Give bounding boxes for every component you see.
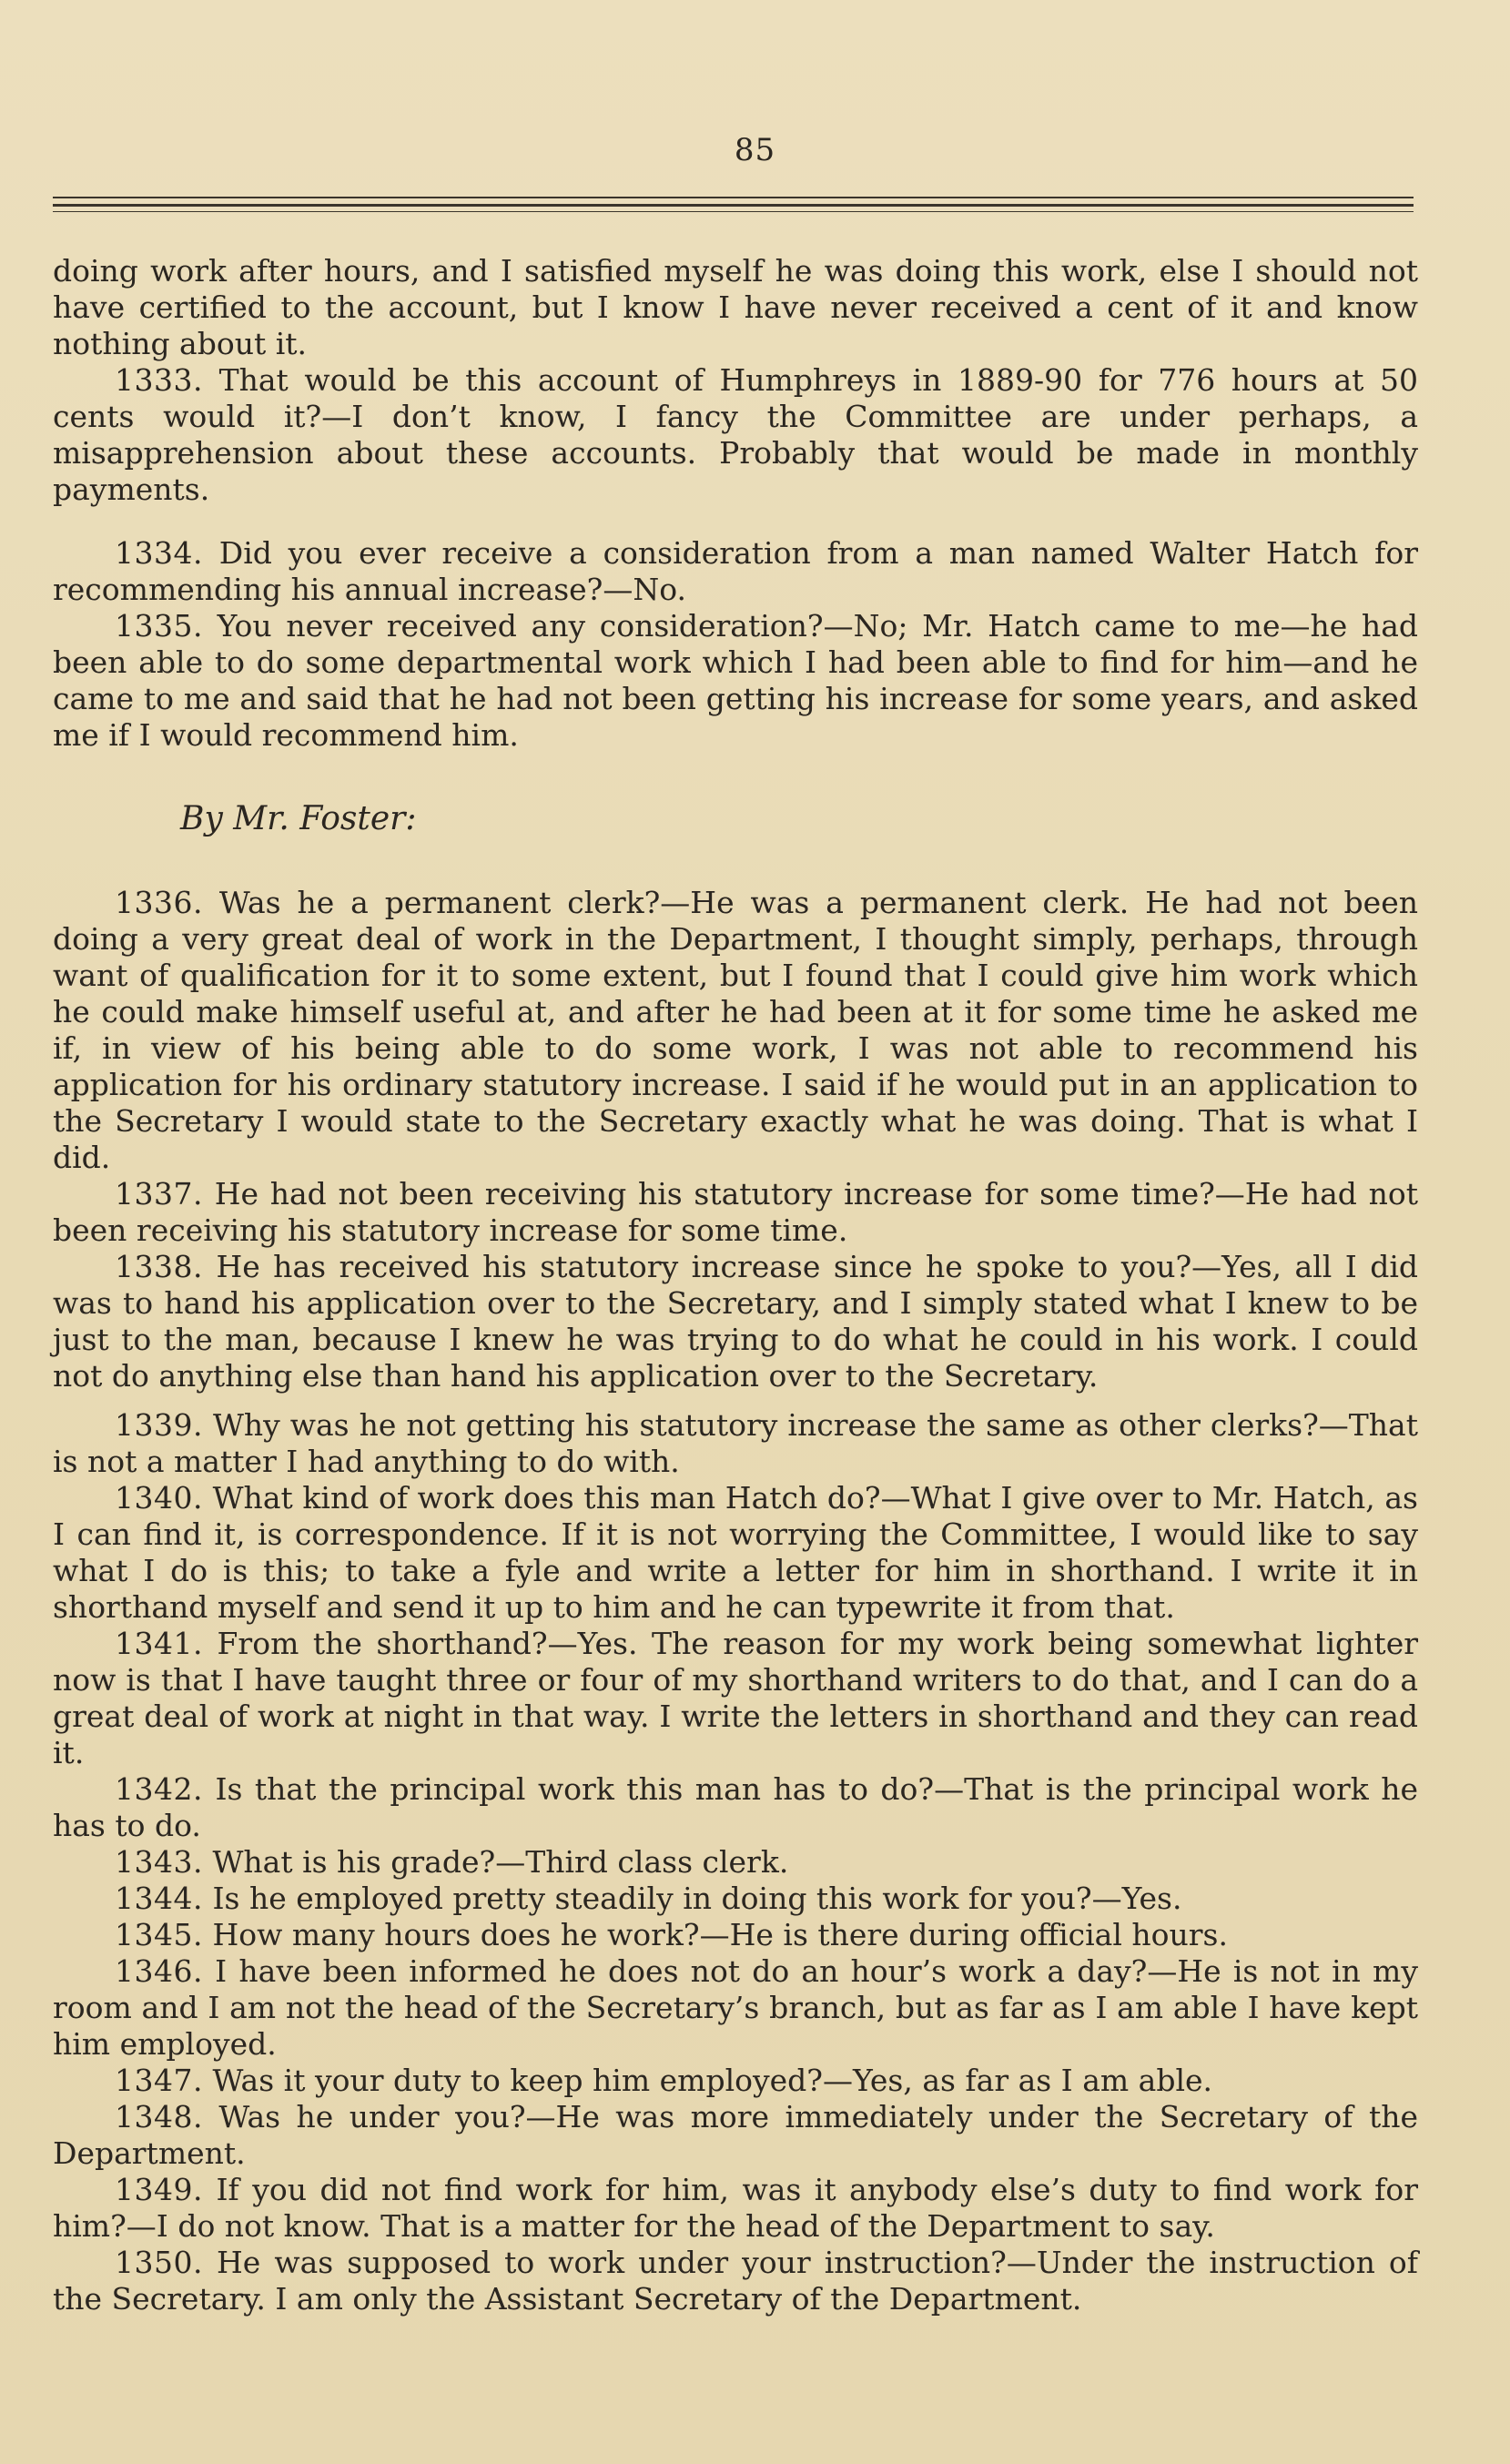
question-number: 1344. [115,1881,203,1916]
question-number: 1333. [115,362,203,398]
question-number: 1334. [115,535,203,571]
question-1336 [53,885,1418,1176]
paragraph-text: What is his grade?—Third class clerk. [212,1844,789,1880]
paragraph-text: He has received his statutory increase since he spoke to you?—Yes, all I did was to hand his application over to the Secretary, and I simply stated what I knew to be just to the man, because I knew he was trying to do what he could in his work. I could not do anything else than hand his application over to the Secretary. [53,1249,1418,1394]
question-1350 [53,2245,1418,2317]
question-number: 1348. [115,2099,203,2134]
section-heading: By Mr. Foster: [180,800,417,837]
paragraph-text: Was he a permanent clerk?—He was a permanent clerk. He had not been doing a very great deal of work in the Department, I thought simply, perhaps, through want of qualification for it to some extent, but I found that I could give him work which he could make himself useful at, and after he had been at it for some time he asked me if, in view of his being able to do some work, I was not able to recommend his application for his ordinary statutory increase. I said if he would put in an application to the Secretary I would state to the Secretary exactly what he was doing. That is what I did. [53,885,1418,1175]
paragraph-text: Is that the principal work this man has to do?—That is the principal work he has to do. [53,1771,1418,1843]
question-number: 1336. [115,885,203,920]
question-1342 [53,1771,1418,1844]
question-number: 1335. [115,608,203,644]
paragraph-text: He had not been receiving his statutory increase for some time?—He had not been receiving his statutory increase for some time. [53,1176,1418,1248]
paragraph-text: From the shorthand?—Yes. The reason for my work being somewhat lighter now is that I have taught three or four of my shorthand writers to do that, and I can do a great deal of work at night in that way. I write the letters in shorthand and they can read it. [53,1626,1418,1770]
question-1341 [53,1626,1418,1771]
paragraph-text: What kind of work does this man Hatch do?—What I give over to Mr. Hatch, as I can find it, is correspondence. If it is not worrying the Committee, I would like to say what I do is this; to take a fyle and write a letter for him in shorthand. I write it in shorthand myself and send it up to him and he can typewrite it from that. [53,1480,1418,1625]
question-number: 1338. [115,1249,203,1284]
question-1348 [53,2099,1418,2172]
question-1333 [53,362,1418,508]
paragraph-text: If you did not find work for him, was it anybody else’s duty to find work for him?—I do not know. That is a matter for the head of the Department to say. [53,2172,1418,2244]
question-1344 [53,1881,1418,1917]
header-rule-thin [53,197,1414,198]
question-1345 [53,1917,1418,1953]
question-number: 1337. [115,1176,203,1212]
question-number: 1346. [115,1953,203,1989]
question-number: 1345. [115,1917,203,1952]
question-1347 [53,2063,1418,2099]
header-rule-hairline [53,211,1414,212]
paragraph-text: Did you ever receive a consideration from a man named Walter Hatch for recommending his annual increase?—No. [53,535,1418,607]
paragraph-text: That would be this account of Humphreys in 1889-90 for 776 hours at 50 cents would it?—I don’t know, I fancy the Committee are under perhaps, a misapprehension about these accounts. Probably that would be made in monthly payments. [53,362,1418,507]
question-number: 1349. [115,2172,203,2207]
question-1335 [53,608,1418,754]
document-body [53,253,1418,2317]
paragraph-text: Why was he not getting his statutory increase the same as other clerks?—That is not a matter I had anything to do with. [53,1407,1418,1479]
question-1349 [53,2172,1418,2245]
question-number: 1350. [115,2245,203,2280]
paragraph-text: doing work after hours, and I satisfied myself he was doing this work, else I should not have certified to the account, but I know I have never received a cent of it and know nothing about it. [53,253,1418,361]
paragraph-text: Was he under you?—He was more immediately under the Secretary of the Department. [53,2099,1418,2171]
question-1338 [53,1249,1418,1394]
question-1334 [53,535,1418,608]
question-1340 [53,1480,1418,1626]
question-number: 1347. [115,2063,203,2098]
header-rule-thick [53,204,1414,207]
question-number: 1339. [115,1407,203,1443]
paragraph-text: Is he employed pretty steadily in doing this work for you?—Yes. [212,1881,1182,1916]
paragraph-text: He was supposed to work under your instruction?—Under the instruction of the Secretary. I am only the Assistant Secretary of the Department. [53,2245,1418,2317]
paragraph-text: I have been informed he does not do an hour’s work a day?—He is not in my room and I am not the head of the Secretary’s branch, but as far as I am able I have kept him employed. [53,1953,1418,2062]
page-number: 85 [734,132,776,168]
question-number: 1340. [115,1480,203,1516]
question-1339 [53,1407,1418,1480]
question-number: 1342. [115,1771,203,1807]
question-1343 [53,1844,1418,1881]
paragraph-text: You never received any consideration?—No; Mr. Hatch came to me—he had been able to do some departmental work which I had been able to find for him—and he came to me and said that he had not been getting his increase for some years, and asked me if I would recommend him. [53,608,1418,753]
paragraph-text: How many hours does he work?—He is there during official hours. [212,1917,1228,1952]
paragraph-continued [53,253,1418,362]
question-1346 [53,1953,1418,2063]
question-number: 1343. [115,1844,203,1880]
question-number: 1341. [115,1626,203,1661]
question-1337 [53,1176,1418,1249]
paragraph-text: Was it your duty to keep him employed?—Yes, as far as I am able. [212,2063,1213,2098]
